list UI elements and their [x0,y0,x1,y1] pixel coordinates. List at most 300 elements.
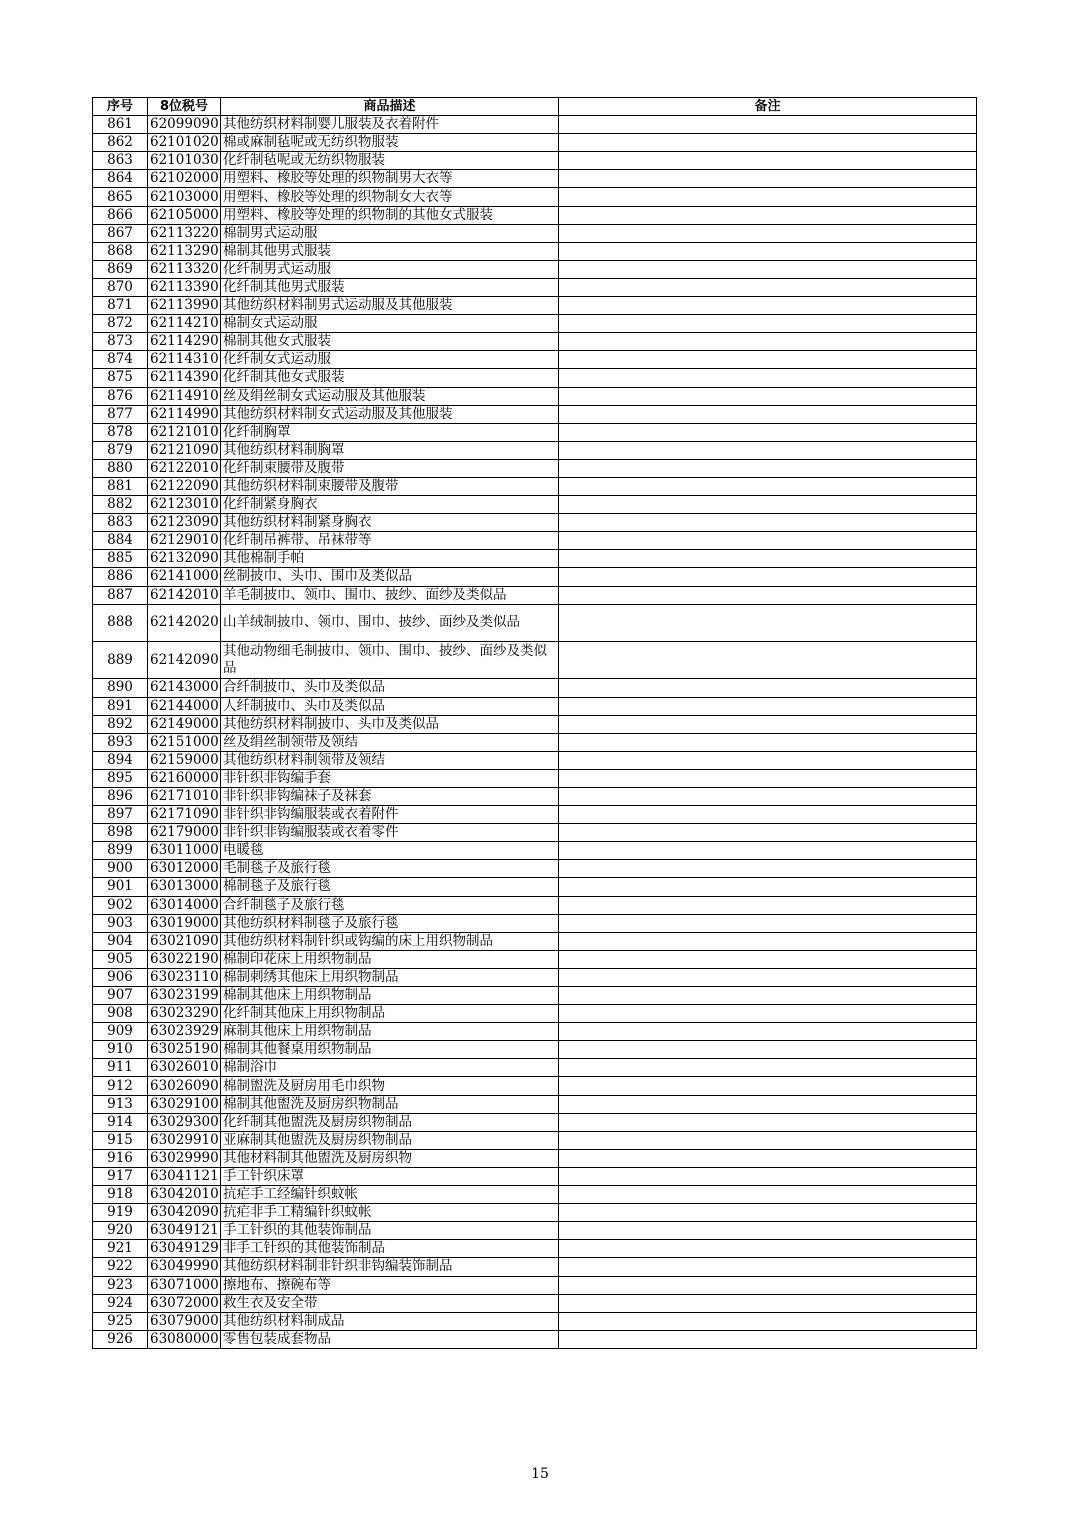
cell-seq: 926 [93,1330,148,1348]
cell-description: 丝制披巾、头巾、围巾及类似品 [221,568,559,586]
cell-remarks [559,1095,977,1113]
cell-seq: 924 [93,1294,148,1312]
table-row [93,116,977,134]
cell-seq: 871 [93,297,148,315]
table-row [93,914,977,932]
table-row [93,1240,977,1258]
cell-description: 其他纺织材料制披巾、头巾及类似品 [221,715,559,733]
cell-tax-code: 62132090 [148,550,221,568]
table-row [93,514,977,532]
cell-description: 其他纺织材料制女式运动服及其他服装 [221,405,559,423]
cell-seq: 925 [93,1312,148,1330]
cell-tax-code: 62141000 [148,568,221,586]
cell-description: 化纤制其他盥洗及厨房织物制品 [221,1113,559,1131]
table-row [93,405,977,423]
cell-description: 山羊绒制披巾、领巾、围巾、披纱、面纱及类似品 [221,604,559,641]
table-row [93,260,977,278]
cell-tax-code: 63023110 [148,968,221,986]
cell-remarks [559,1186,977,1204]
cell-seq: 919 [93,1204,148,1222]
cell-seq: 914 [93,1113,148,1131]
cell-remarks [559,1294,977,1312]
cell-seq: 910 [93,1041,148,1059]
cell-description: 棉制其他床上用织物制品 [221,987,559,1005]
cell-description: 棉制其他女式服装 [221,333,559,351]
cell-seq: 913 [93,1095,148,1113]
cell-description: 亚麻制其他盥洗及厨房织物制品 [221,1131,559,1149]
table-row [93,351,977,369]
cell-tax-code: 63042010 [148,1186,221,1204]
cell-remarks [559,1258,977,1276]
table-row [93,550,977,568]
cell-tax-code: 62142010 [148,586,221,604]
cell-remarks [559,242,977,260]
table-row [93,369,977,387]
cell-remarks [559,1023,977,1041]
cell-tax-code: 63025190 [148,1041,221,1059]
table-row [93,1204,977,1222]
cell-remarks [559,387,977,405]
cell-description: 人纤制披巾、头巾及类似品 [221,697,559,715]
cell-remarks [559,769,977,787]
cell-remarks [559,441,977,459]
table-row [93,642,977,679]
page-number: 15 [531,1466,549,1482]
cell-description: 其他纺织材料制毯子及旅行毯 [221,914,559,932]
cell-remarks [559,751,977,769]
table-row [93,715,977,733]
cell-remarks [559,1131,977,1149]
table-row [93,1312,977,1330]
cell-description: 棉制女式运动服 [221,315,559,333]
header-remarks: 备注 [559,98,977,116]
cell-tax-code: 62114310 [148,351,221,369]
cell-tax-code: 63023929 [148,1023,221,1041]
cell-remarks [559,514,977,532]
table-row [93,1023,977,1041]
table-row [93,387,977,405]
table-row [93,769,977,787]
table-row [93,1276,977,1294]
cell-seq: 918 [93,1186,148,1204]
cell-tax-code: 62113990 [148,297,221,315]
table-row [93,987,977,1005]
cell-tax-code: 62142020 [148,604,221,641]
cell-description: 化纤制毡呢或无纺织物服装 [221,152,559,170]
cell-tax-code: 62099090 [148,116,221,134]
cell-remarks [559,532,977,550]
cell-description: 化纤制束腰带及腹带 [221,459,559,477]
cell-tax-code: 62151000 [148,733,221,751]
cell-seq: 901 [93,878,148,896]
cell-seq: 920 [93,1222,148,1240]
cell-tax-code: 62160000 [148,769,221,787]
cell-remarks [559,697,977,715]
cell-remarks [559,1149,977,1167]
table-row [93,733,977,751]
cell-tax-code: 62105000 [148,206,221,224]
cell-seq: 899 [93,842,148,860]
cell-tax-code: 63042090 [148,1204,221,1222]
table-row [93,586,977,604]
cell-remarks [559,968,977,986]
cell-seq: 915 [93,1131,148,1149]
cell-description: 麻制其他床上用织物制品 [221,1023,559,1041]
cell-description: 棉制刺绣其他床上用织物制品 [221,968,559,986]
cell-description: 救生衣及安全带 [221,1294,559,1312]
cell-tax-code: 62171090 [148,806,221,824]
cell-description: 棉制其他盥洗及厨房织物制品 [221,1095,559,1113]
cell-remarks [559,260,977,278]
table-row [93,188,977,206]
cell-tax-code: 63026010 [148,1059,221,1077]
cell-seq: 867 [93,224,148,242]
cell-seq: 870 [93,278,148,296]
cell-seq: 887 [93,586,148,604]
cell-tax-code: 62114290 [148,333,221,351]
cell-seq: 907 [93,987,148,1005]
cell-remarks [559,550,977,568]
cell-tax-code: 62144000 [148,697,221,715]
cell-tax-code: 62149000 [148,715,221,733]
cell-remarks [559,878,977,896]
cell-tax-code: 63013000 [148,878,221,896]
table-row [93,1095,977,1113]
cell-seq: 890 [93,679,148,697]
cell-tax-code: 63080000 [148,1330,221,1348]
cell-tax-code: 63029990 [148,1149,221,1167]
cell-seq: 886 [93,568,148,586]
table-row [93,1149,977,1167]
cell-tax-code: 62171010 [148,787,221,805]
table-row [93,333,977,351]
cell-remarks [559,315,977,333]
cell-remarks [559,188,977,206]
table-row [93,1077,977,1095]
cell-remarks [559,950,977,968]
cell-description: 其他纺织材料制婴儿服装及衣着附件 [221,116,559,134]
cell-description: 其他动物细毛制披巾、领巾、围巾、披纱、面纱及类似品 [221,642,559,679]
cell-seq: 898 [93,824,148,842]
cell-tax-code: 63072000 [148,1294,221,1312]
cell-seq: 909 [93,1023,148,1041]
cell-remarks [559,1222,977,1240]
cell-remarks [559,1240,977,1258]
cell-remarks [559,1312,977,1330]
cell-tax-code: 62129010 [148,532,221,550]
cell-seq: 885 [93,550,148,568]
cell-tax-code: 62113290 [148,242,221,260]
table-row [93,1041,977,1059]
cell-description: 化纤制其他女式服装 [221,369,559,387]
cell-remarks [559,333,977,351]
cell-description: 非针织非钩编服装或衣着附件 [221,806,559,824]
cell-remarks [559,914,977,932]
cell-description: 零售包装成套物品 [221,1330,559,1348]
cell-tax-code: 62113390 [148,278,221,296]
cell-description: 丝及绢丝制领带及领结 [221,733,559,751]
table-row [93,477,977,495]
cell-description: 其他纺织材料制非针织非钩编装饰制品 [221,1258,559,1276]
cell-description: 化纤制男式运动服 [221,260,559,278]
cell-remarks [559,932,977,950]
table-row [93,297,977,315]
table-row [93,806,977,824]
tariff-table [92,97,977,1349]
cell-seq: 881 [93,477,148,495]
cell-tax-code: 63023199 [148,987,221,1005]
cell-tax-code: 62101020 [148,134,221,152]
table-row [93,532,977,550]
cell-tax-code: 62114990 [148,405,221,423]
cell-description: 用塑料、橡胶等处理的织物制的其他女式服装 [221,206,559,224]
cell-remarks [559,134,977,152]
header-description: 商品描述 [221,98,559,116]
cell-seq: 922 [93,1258,148,1276]
cell-tax-code: 62123090 [148,514,221,532]
cell-tax-code: 63026090 [148,1077,221,1095]
table-row [93,152,977,170]
cell-description: 化纤制其他床上用织物制品 [221,1005,559,1023]
cell-seq: 895 [93,769,148,787]
cell-seq: 923 [93,1276,148,1294]
cell-remarks [559,642,977,679]
cell-description: 用塑料、橡胶等处理的织物制女大衣等 [221,188,559,206]
cell-remarks [559,824,977,842]
header-row [93,98,977,116]
cell-description: 非手工针织的其他装饰制品 [221,1240,559,1258]
cell-tax-code: 62179000 [148,824,221,842]
cell-remarks [559,896,977,914]
cell-tax-code: 62122010 [148,459,221,477]
cell-description: 棉或麻制毡呢或无纺织物服装 [221,134,559,152]
cell-seq: 874 [93,351,148,369]
cell-remarks [559,1330,977,1348]
cell-remarks [559,170,977,188]
table-row [93,1294,977,1312]
cell-seq: 892 [93,715,148,733]
cell-description: 棉制毯子及旅行毯 [221,878,559,896]
cell-remarks [559,351,977,369]
cell-tax-code: 62123010 [148,496,221,514]
table-row [93,242,977,260]
cell-description: 化纤制女式运动服 [221,351,559,369]
cell-remarks [559,206,977,224]
table-row [93,1186,977,1204]
table-row [93,679,977,697]
cell-tax-code: 63022190 [148,950,221,968]
cell-description: 合纤制披巾、头巾及类似品 [221,679,559,697]
cell-seq: 905 [93,950,148,968]
table-row [93,932,977,950]
cell-seq: 879 [93,441,148,459]
cell-tax-code: 62102000 [148,170,221,188]
cell-remarks [559,459,977,477]
cell-tax-code: 63012000 [148,860,221,878]
cell-seq: 896 [93,787,148,805]
cell-tax-code: 63071000 [148,1276,221,1294]
cell-remarks [559,860,977,878]
cell-remarks [559,423,977,441]
cell-description: 丝及绢丝制女式运动服及其他服装 [221,387,559,405]
cell-remarks [559,568,977,586]
cell-description: 毛制毯子及旅行毯 [221,860,559,878]
cell-seq: 862 [93,134,148,152]
cell-seq: 880 [93,459,148,477]
header-tax-code: 8位税号 [148,98,221,116]
cell-remarks [559,787,977,805]
cell-seq: 861 [93,116,148,134]
table-row [93,860,977,878]
cell-tax-code: 63049990 [148,1258,221,1276]
cell-seq: 916 [93,1149,148,1167]
cell-description: 手工针织的其他装饰制品 [221,1222,559,1240]
cell-description: 其他纺织材料制成品 [221,1312,559,1330]
table-row [93,423,977,441]
cell-seq: 897 [93,806,148,824]
cell-description: 羊毛制披巾、领巾、围巾、披纱、面纱及类似品 [221,586,559,604]
table-row [93,751,977,769]
cell-tax-code: 63079000 [148,1312,221,1330]
table-row [93,206,977,224]
table-row [93,278,977,296]
cell-description: 其他材料制其他盥洗及厨房织物 [221,1149,559,1167]
cell-description: 化纤制胸罩 [221,423,559,441]
cell-remarks [559,297,977,315]
cell-seq: 863 [93,152,148,170]
cell-remarks [559,806,977,824]
cell-remarks [559,1204,977,1222]
cell-remarks [559,369,977,387]
table-row [93,224,977,242]
cell-description: 用塑料、橡胶等处理的织物制男大衣等 [221,170,559,188]
table-row [93,824,977,842]
cell-seq: 884 [93,532,148,550]
cell-seq: 917 [93,1167,148,1185]
cell-remarks [559,987,977,1005]
cell-remarks [559,715,977,733]
cell-seq: 911 [93,1059,148,1077]
cell-seq: 877 [93,405,148,423]
cell-tax-code: 63049121 [148,1222,221,1240]
table-row [93,568,977,586]
table-row [93,968,977,986]
table-row [93,134,977,152]
table-row [93,1059,977,1077]
cell-description: 其他纺织材料制紧身胸衣 [221,514,559,532]
cell-seq: 903 [93,914,148,932]
cell-remarks [559,152,977,170]
cell-tax-code: 63029910 [148,1131,221,1149]
cell-description: 电暖毯 [221,842,559,860]
cell-description: 非针织非钩编服装或衣着零件 [221,824,559,842]
cell-remarks [559,278,977,296]
cell-remarks [559,586,977,604]
cell-seq: 893 [93,733,148,751]
table-row [93,441,977,459]
table-row [93,842,977,860]
table-row [93,878,977,896]
cell-tax-code: 63049129 [148,1240,221,1258]
cell-seq: 882 [93,496,148,514]
cell-seq: 883 [93,514,148,532]
cell-tax-code: 62114210 [148,315,221,333]
cell-seq: 869 [93,260,148,278]
cell-seq: 921 [93,1240,148,1258]
cell-tax-code: 62103000 [148,188,221,206]
cell-remarks [559,1041,977,1059]
cell-remarks [559,496,977,514]
cell-remarks [559,1005,977,1023]
cell-description: 化纤制紧身胸衣 [221,496,559,514]
cell-remarks [559,733,977,751]
cell-seq: 865 [93,188,148,206]
cell-seq: 866 [93,206,148,224]
cell-remarks [559,405,977,423]
cell-remarks [559,116,977,134]
cell-seq: 904 [93,932,148,950]
cell-seq: 876 [93,387,148,405]
cell-description: 抗疟手工经编针织蚊帐 [221,1186,559,1204]
cell-seq: 889 [93,642,148,679]
cell-seq: 891 [93,697,148,715]
cell-seq: 864 [93,170,148,188]
cell-seq: 894 [93,751,148,769]
cell-tax-code: 63021090 [148,932,221,950]
cell-remarks [559,1167,977,1185]
cell-seq: 902 [93,896,148,914]
table-row [93,315,977,333]
table-row [93,604,977,641]
cell-description: 棉制浴巾 [221,1059,559,1077]
header-seq: 序号 [93,98,148,116]
cell-tax-code: 63011000 [148,842,221,860]
cell-tax-code: 62114910 [148,387,221,405]
cell-remarks [559,477,977,495]
cell-tax-code: 63014000 [148,896,221,914]
cell-description: 其他纺织材料制男式运动服及其他服装 [221,297,559,315]
cell-tax-code: 62121090 [148,441,221,459]
cell-description: 抗疟非手工精编针织蚊帐 [221,1204,559,1222]
cell-tax-code: 62113220 [148,224,221,242]
cell-remarks [559,1113,977,1131]
cell-remarks [559,1276,977,1294]
table-row [93,896,977,914]
cell-tax-code: 62121010 [148,423,221,441]
cell-description: 棉制盥洗及厨房用毛巾织物 [221,1077,559,1095]
cell-description: 其他棉制手帕 [221,550,559,568]
cell-description: 化纤制吊裤带、吊袜带等 [221,532,559,550]
cell-description: 棉制男式运动服 [221,224,559,242]
cell-seq: 872 [93,315,148,333]
cell-tax-code: 62114390 [148,369,221,387]
cell-description: 棉制其他餐桌用织物制品 [221,1041,559,1059]
cell-tax-code: 63019000 [148,914,221,932]
cell-description: 棉制印花床上用织物制品 [221,950,559,968]
table-row [93,170,977,188]
cell-description: 其他纺织材料制束腰带及腹带 [221,477,559,495]
cell-seq: 912 [93,1077,148,1095]
cell-remarks [559,1059,977,1077]
cell-tax-code: 63041121 [148,1167,221,1185]
cell-description: 其他纺织材料制领带及领结 [221,751,559,769]
table-row [93,1005,977,1023]
cell-description: 其他纺织材料制针织或钩编的床上用织物制品 [221,932,559,950]
cell-tax-code: 62122090 [148,477,221,495]
cell-tax-code: 62113320 [148,260,221,278]
table-row [93,1330,977,1348]
table-row [93,1222,977,1240]
